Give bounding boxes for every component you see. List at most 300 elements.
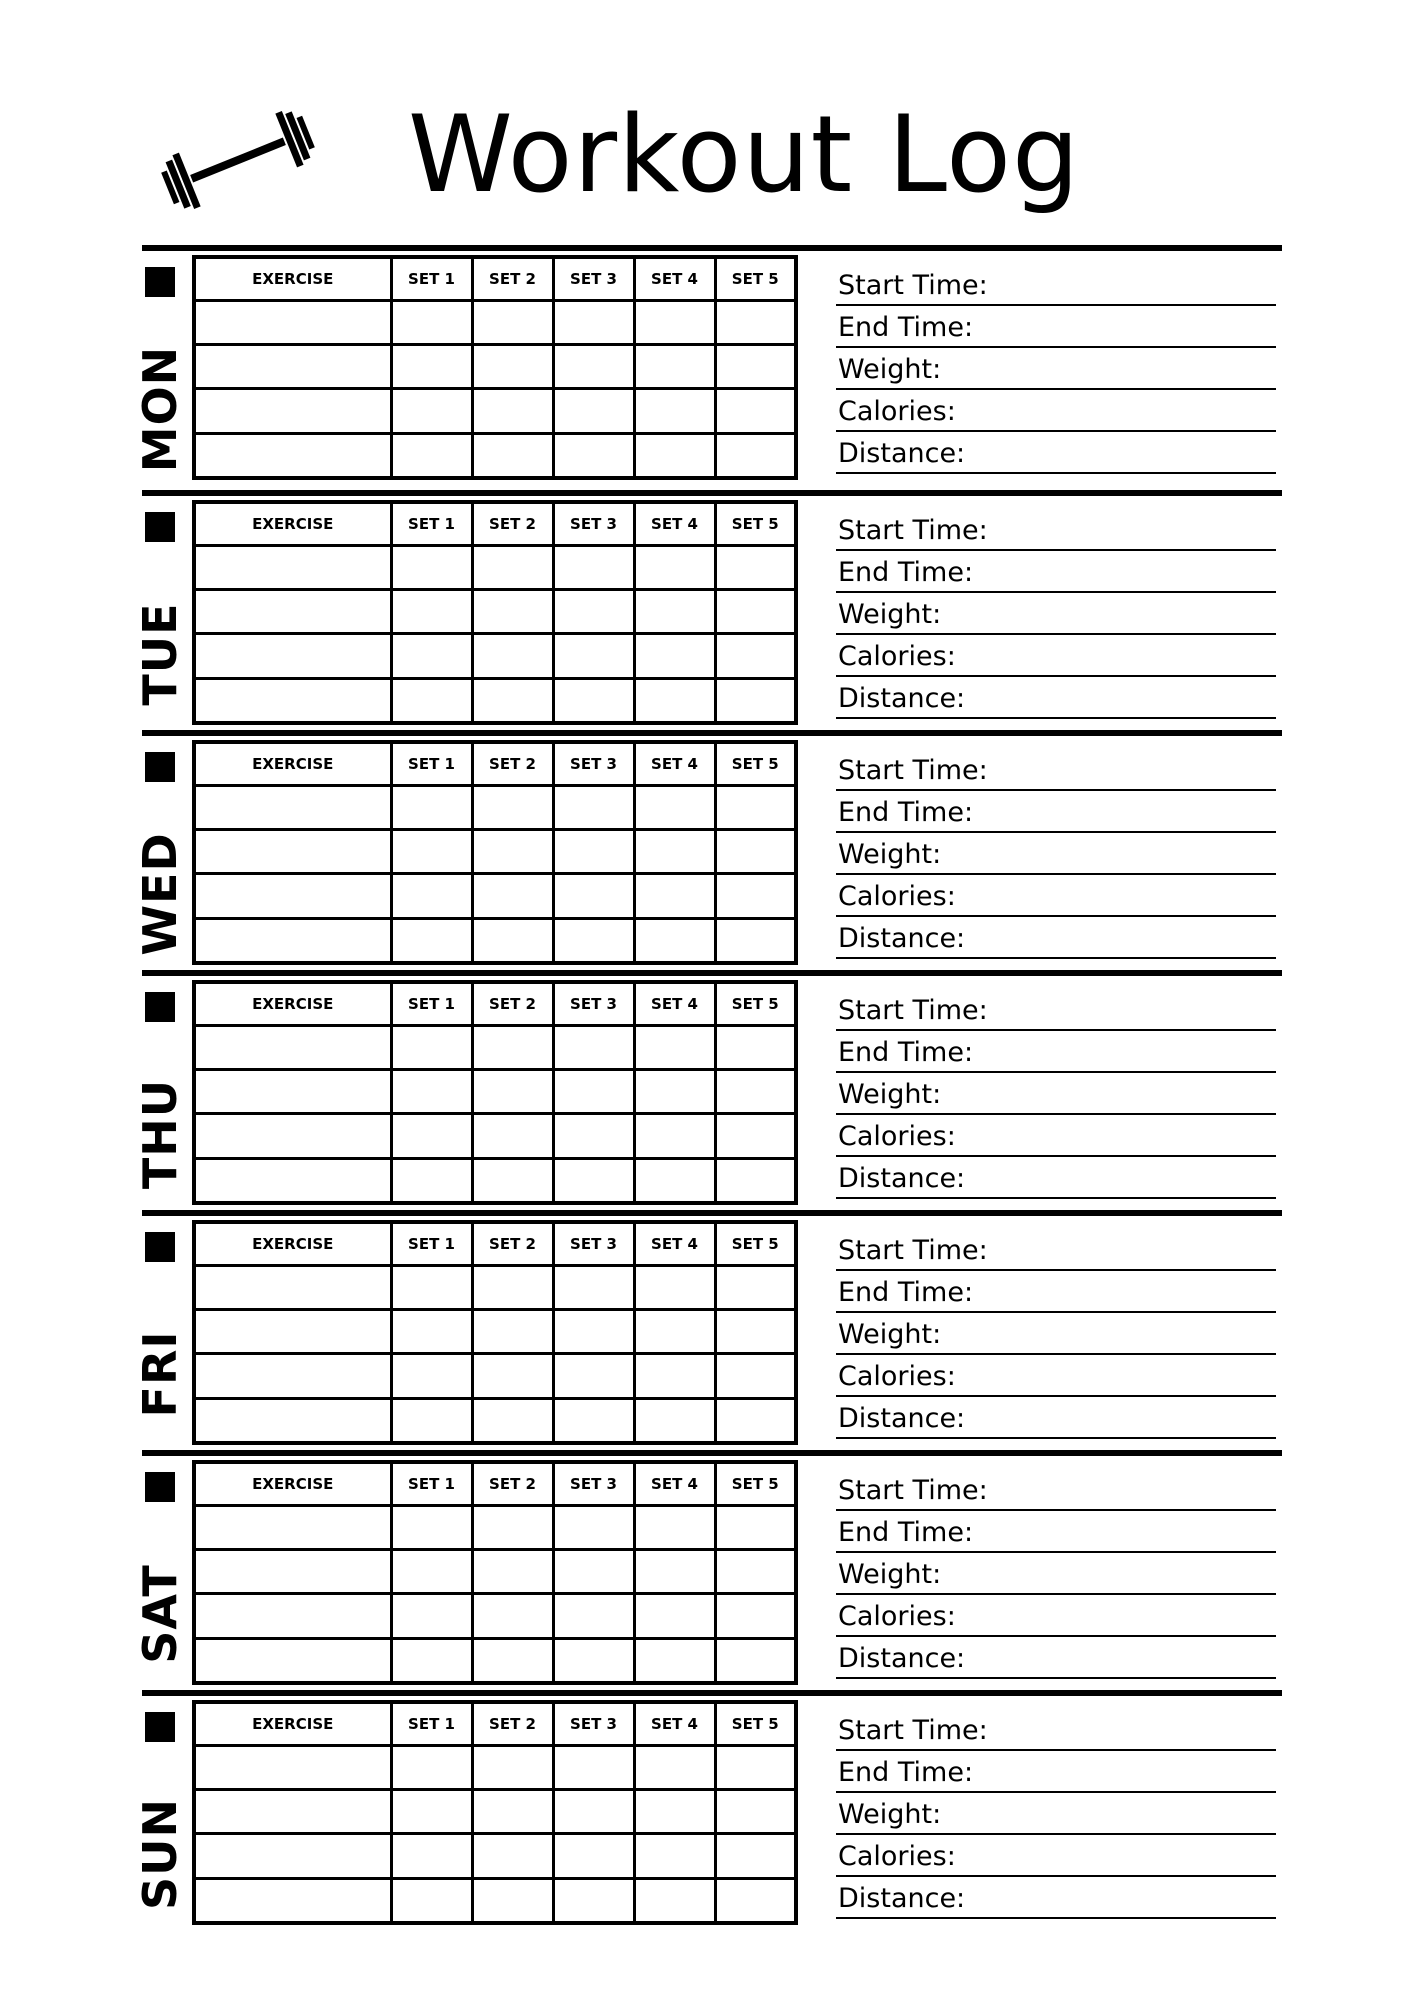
exercise-cell[interactable]: [194, 1310, 391, 1354]
column-header-set-4: SET 4: [634, 982, 715, 1026]
set-cell[interactable]: [634, 1594, 715, 1638]
set-cell[interactable]: [472, 433, 553, 478]
column-header-set-5: SET 5: [715, 502, 796, 546]
set-cell[interactable]: [553, 1790, 634, 1834]
column-header-exercise: EXERCISE: [194, 1222, 391, 1266]
session-metrics: [836, 1710, 1276, 1919]
set-cell[interactable]: [472, 1790, 553, 1834]
set-cell[interactable]: [391, 590, 472, 634]
table-row: [194, 1114, 796, 1158]
metric-label: End Time:: [838, 556, 974, 588]
dumbbell-icon: [148, 105, 328, 215]
set-cell[interactable]: [715, 1026, 796, 1070]
set-cell[interactable]: [634, 1746, 715, 1790]
set-cell[interactable]: [715, 786, 796, 830]
column-header-exercise: EXERCISE: [194, 257, 391, 301]
metric-label: Calories:: [838, 880, 956, 912]
metric-label: Start Time:: [838, 514, 988, 546]
exercise-cell[interactable]: [194, 433, 391, 478]
metric-label: End Time:: [838, 1276, 974, 1308]
metric-field[interactable]: [836, 1596, 1276, 1637]
set-cell[interactable]: [634, 1550, 715, 1594]
metric-label: Distance:: [838, 1882, 966, 1914]
column-header-set-5: SET 5: [715, 982, 796, 1026]
set-cell[interactable]: [472, 345, 553, 389]
set-cell[interactable]: [634, 1114, 715, 1158]
set-cell[interactable]: [715, 1638, 796, 1683]
set-cell[interactable]: [715, 1550, 796, 1594]
column-header-exercise: EXERCISE: [194, 742, 391, 786]
metric-field[interactable]: [836, 1554, 1276, 1595]
set-cell[interactable]: [715, 830, 796, 874]
metric-field[interactable]: [836, 792, 1276, 833]
column-header-set-2: SET 2: [472, 742, 553, 786]
exercise-cell[interactable]: [194, 546, 391, 590]
metric-field[interactable]: [836, 1314, 1276, 1355]
section-divider: [142, 1450, 1282, 1456]
table-row: [194, 1594, 796, 1638]
set-cell[interactable]: [553, 786, 634, 830]
set-cell[interactable]: [634, 678, 715, 723]
set-cell[interactable]: [715, 433, 796, 478]
exercise-cell[interactable]: [194, 1158, 391, 1203]
session-metrics: [836, 265, 1276, 474]
column-header-exercise: EXERCISE: [194, 982, 391, 1026]
page-title: Workout Log: [408, 93, 1081, 216]
exercise-cell[interactable]: [194, 830, 391, 874]
exercise-table: [192, 1700, 798, 1925]
metric-field[interactable]: [836, 750, 1276, 791]
set-cell[interactable]: [391, 1026, 472, 1070]
day-label-group: [132, 1712, 188, 1937]
section-divider: [142, 245, 1282, 251]
set-cell[interactable]: [715, 1878, 796, 1923]
day-checkbox[interactable]: [145, 752, 175, 782]
set-cell[interactable]: [391, 301, 472, 345]
day-checkbox[interactable]: [145, 267, 175, 297]
set-cell[interactable]: [391, 1070, 472, 1114]
metric-label: Weight:: [838, 353, 942, 385]
set-cell[interactable]: [553, 1638, 634, 1683]
metric-label: Distance:: [838, 922, 966, 954]
exercise-cell[interactable]: [194, 345, 391, 389]
set-cell[interactable]: [715, 874, 796, 918]
table-row: [194, 1878, 796, 1923]
set-cell[interactable]: [472, 590, 553, 634]
set-cell[interactable]: [472, 1310, 553, 1354]
table-row: [194, 1398, 796, 1443]
section-divider: [142, 1210, 1282, 1216]
metric-field[interactable]: [836, 1272, 1276, 1313]
set-cell[interactable]: [391, 678, 472, 723]
exercise-cell[interactable]: [194, 1266, 391, 1310]
table-row: [194, 874, 796, 918]
set-cell[interactable]: [634, 590, 715, 634]
set-cell[interactable]: [391, 634, 472, 678]
exercise-cell[interactable]: [194, 1354, 391, 1398]
session-metrics: [836, 1470, 1276, 1679]
exercise-cell[interactable]: [194, 634, 391, 678]
column-header-set-3: SET 3: [553, 502, 634, 546]
day-label: MON: [133, 345, 187, 473]
set-cell[interactable]: [634, 301, 715, 345]
set-cell[interactable]: [472, 918, 553, 963]
set-cell[interactable]: [472, 1594, 553, 1638]
session-metrics: [836, 1230, 1276, 1439]
table-row: [194, 1790, 796, 1834]
exercise-cell[interactable]: [194, 918, 391, 963]
set-cell[interactable]: [553, 874, 634, 918]
metric-label: Start Time:: [838, 754, 988, 786]
set-cell[interactable]: [634, 345, 715, 389]
metric-label: Start Time:: [838, 994, 988, 1026]
set-cell[interactable]: [391, 1878, 472, 1923]
set-cell[interactable]: [472, 546, 553, 590]
set-cell[interactable]: [472, 1398, 553, 1443]
column-header-set-5: SET 5: [715, 1222, 796, 1266]
set-cell[interactable]: [715, 1070, 796, 1114]
set-cell[interactable]: [391, 1398, 472, 1443]
exercise-cell[interactable]: [194, 1506, 391, 1550]
exercise-cell[interactable]: [194, 1790, 391, 1834]
set-cell[interactable]: [391, 1790, 472, 1834]
table-row: [194, 345, 796, 389]
day-checkbox[interactable]: [145, 512, 175, 542]
set-cell[interactable]: [391, 345, 472, 389]
metric-label: Calories:: [838, 1840, 956, 1872]
metric-field[interactable]: [836, 918, 1276, 959]
table-row: [194, 1506, 796, 1550]
metric-field[interactable]: [836, 510, 1276, 551]
set-cell[interactable]: [553, 1834, 634, 1878]
table-row: [194, 1550, 796, 1594]
set-cell[interactable]: [634, 634, 715, 678]
metric-label: Calories:: [838, 1360, 956, 1392]
set-cell[interactable]: [715, 918, 796, 963]
metric-field[interactable]: [836, 834, 1276, 875]
set-cell[interactable]: [634, 918, 715, 963]
metric-field[interactable]: [836, 1752, 1276, 1793]
set-cell[interactable]: [715, 678, 796, 723]
set-cell[interactable]: [634, 546, 715, 590]
set-cell[interactable]: [634, 1638, 715, 1683]
set-cell[interactable]: [634, 1878, 715, 1923]
column-header-set-1: SET 1: [391, 1702, 472, 1746]
metric-field[interactable]: [836, 307, 1276, 348]
set-cell[interactable]: [391, 1834, 472, 1878]
metric-field[interactable]: [836, 1638, 1276, 1679]
metric-field[interactable]: [836, 1710, 1276, 1751]
set-cell[interactable]: [715, 1158, 796, 1203]
exercise-cell[interactable]: [194, 389, 391, 433]
metric-field[interactable]: [836, 1116, 1276, 1157]
metric-field[interactable]: [836, 1158, 1276, 1199]
table-header-row: [194, 742, 796, 786]
set-cell[interactable]: [391, 874, 472, 918]
set-cell[interactable]: [391, 830, 472, 874]
exercise-cell[interactable]: [194, 1026, 391, 1070]
metric-field[interactable]: [836, 1356, 1276, 1397]
set-cell[interactable]: [715, 389, 796, 433]
set-cell[interactable]: [472, 389, 553, 433]
day-label-group: [132, 512, 188, 737]
set-cell[interactable]: [715, 1594, 796, 1638]
set-cell[interactable]: [715, 1746, 796, 1790]
set-cell[interactable]: [472, 1878, 553, 1923]
column-header-set-5: SET 5: [715, 1702, 796, 1746]
metric-label: End Time:: [838, 1036, 974, 1068]
day-label-group: [132, 752, 188, 977]
section-divider: [142, 490, 1282, 496]
metric-label: Weight:: [838, 838, 942, 870]
day-label-group: [132, 267, 188, 492]
day-label-group: [132, 992, 188, 1217]
set-cell[interactable]: [391, 389, 472, 433]
session-metrics: [836, 510, 1276, 719]
set-cell[interactable]: [391, 1266, 472, 1310]
table-header-row: [194, 982, 796, 1026]
set-cell[interactable]: [553, 1746, 634, 1790]
set-cell[interactable]: [553, 1878, 634, 1923]
set-cell[interactable]: [391, 1638, 472, 1683]
metric-label: Calories:: [838, 1120, 956, 1152]
set-cell[interactable]: [391, 1354, 472, 1398]
metric-field[interactable]: [836, 678, 1276, 719]
set-cell[interactable]: [472, 1114, 553, 1158]
day-section-wed: [0, 730, 1414, 970]
column-header-set-3: SET 3: [553, 982, 634, 1026]
set-cell[interactable]: [553, 1158, 634, 1203]
set-cell[interactable]: [715, 546, 796, 590]
table-row: [194, 1310, 796, 1354]
day-checkbox[interactable]: [145, 1232, 175, 1262]
set-cell[interactable]: [391, 918, 472, 963]
column-header-set-3: SET 3: [553, 1222, 634, 1266]
set-cell[interactable]: [472, 1746, 553, 1790]
exercise-cell[interactable]: [194, 786, 391, 830]
metric-field[interactable]: [836, 876, 1276, 917]
set-cell[interactable]: [715, 590, 796, 634]
metric-field[interactable]: [836, 1878, 1276, 1919]
metric-field[interactable]: [836, 552, 1276, 593]
set-cell[interactable]: [472, 1354, 553, 1398]
set-cell[interactable]: [634, 433, 715, 478]
metric-label: Calories:: [838, 1600, 956, 1632]
set-cell[interactable]: [634, 1834, 715, 1878]
set-cell[interactable]: [553, 433, 634, 478]
metric-field[interactable]: [836, 990, 1276, 1031]
metric-label: Distance:: [838, 437, 966, 469]
table-header-row: [194, 502, 796, 546]
exercise-cell[interactable]: [194, 1398, 391, 1443]
set-cell[interactable]: [391, 1158, 472, 1203]
table-row: [194, 1070, 796, 1114]
set-cell[interactable]: [715, 1310, 796, 1354]
metric-field[interactable]: [836, 1512, 1276, 1553]
metric-field[interactable]: [836, 1230, 1276, 1271]
set-cell[interactable]: [553, 1550, 634, 1594]
column-header-set-3: SET 3: [553, 257, 634, 301]
set-cell[interactable]: [715, 301, 796, 345]
set-cell[interactable]: [553, 389, 634, 433]
exercise-cell[interactable]: [194, 1746, 391, 1790]
set-cell[interactable]: [634, 1310, 715, 1354]
day-label: FRI: [133, 1330, 187, 1418]
set-cell[interactable]: [715, 634, 796, 678]
set-cell[interactable]: [553, 1594, 634, 1638]
set-cell[interactable]: [553, 301, 634, 345]
metric-label: End Time:: [838, 311, 974, 343]
metric-label: End Time:: [838, 1756, 974, 1788]
set-cell[interactable]: [472, 786, 553, 830]
exercise-cell[interactable]: [194, 678, 391, 723]
metric-label: Start Time:: [838, 269, 988, 301]
set-cell[interactable]: [634, 1070, 715, 1114]
exercise-cell[interactable]: [194, 1834, 391, 1878]
metric-field[interactable]: [836, 265, 1276, 306]
set-cell[interactable]: [553, 345, 634, 389]
table-row: [194, 546, 796, 590]
column-header-set-5: SET 5: [715, 742, 796, 786]
set-cell[interactable]: [472, 301, 553, 345]
exercise-cell[interactable]: [194, 590, 391, 634]
set-cell[interactable]: [391, 786, 472, 830]
column-header-set-4: SET 4: [634, 1702, 715, 1746]
set-cell[interactable]: [634, 1506, 715, 1550]
set-cell[interactable]: [391, 433, 472, 478]
exercise-cell[interactable]: [194, 1638, 391, 1683]
set-cell[interactable]: [472, 1550, 553, 1594]
metric-field[interactable]: [836, 1794, 1276, 1835]
metric-field[interactable]: [836, 1032, 1276, 1073]
set-cell[interactable]: [472, 1158, 553, 1203]
set-cell[interactable]: [634, 1398, 715, 1443]
column-header-set-2: SET 2: [472, 1462, 553, 1506]
exercise-cell[interactable]: [194, 301, 391, 345]
set-cell[interactable]: [634, 389, 715, 433]
exercise-cell[interactable]: [194, 1550, 391, 1594]
set-cell[interactable]: [391, 1550, 472, 1594]
set-cell[interactable]: [553, 1026, 634, 1070]
set-cell[interactable]: [634, 874, 715, 918]
set-cell[interactable]: [472, 634, 553, 678]
column-header-set-2: SET 2: [472, 982, 553, 1026]
set-cell[interactable]: [553, 830, 634, 874]
set-cell[interactable]: [472, 678, 553, 723]
day-section-sun: [0, 1690, 1414, 1930]
metric-label: Weight:: [838, 1078, 942, 1110]
metric-field[interactable]: [836, 1074, 1276, 1115]
set-cell[interactable]: [391, 1594, 472, 1638]
set-cell[interactable]: [553, 590, 634, 634]
set-cell[interactable]: [634, 1354, 715, 1398]
metric-field[interactable]: [836, 1398, 1276, 1439]
day-checkbox[interactable]: [145, 1712, 175, 1742]
set-cell[interactable]: [553, 1354, 634, 1398]
exercise-cell[interactable]: [194, 874, 391, 918]
set-cell[interactable]: [391, 1310, 472, 1354]
metric-field[interactable]: [836, 594, 1276, 635]
set-cell[interactable]: [391, 1506, 472, 1550]
set-cell[interactable]: [715, 1398, 796, 1443]
table-row: [194, 1834, 796, 1878]
set-cell[interactable]: [715, 345, 796, 389]
set-cell[interactable]: [472, 874, 553, 918]
metric-field[interactable]: [836, 1836, 1276, 1877]
set-cell[interactable]: [472, 830, 553, 874]
set-cell[interactable]: [553, 678, 634, 723]
set-cell[interactable]: [472, 1266, 553, 1310]
metric-field[interactable]: [836, 433, 1276, 474]
set-cell[interactable]: [472, 1026, 553, 1070]
day-checkbox[interactable]: [145, 992, 175, 1022]
set-cell[interactable]: [553, 1310, 634, 1354]
metric-label: End Time:: [838, 1516, 974, 1548]
table-header-row: [194, 257, 796, 301]
set-cell[interactable]: [391, 1114, 472, 1158]
set-cell[interactable]: [634, 786, 715, 830]
set-cell[interactable]: [634, 1026, 715, 1070]
set-cell[interactable]: [472, 1506, 553, 1550]
header: [0, 95, 1414, 215]
exercise-table: [192, 1460, 798, 1685]
set-cell[interactable]: [472, 1070, 553, 1114]
metric-field[interactable]: [836, 391, 1276, 432]
exercise-cell[interactable]: [194, 1114, 391, 1158]
set-cell[interactable]: [715, 1834, 796, 1878]
set-cell[interactable]: [634, 1158, 715, 1203]
set-cell[interactable]: [715, 1506, 796, 1550]
column-header-set-4: SET 4: [634, 1462, 715, 1506]
metric-field[interactable]: [836, 1470, 1276, 1511]
metric-field[interactable]: [836, 636, 1276, 677]
exercise-cell[interactable]: [194, 1070, 391, 1114]
set-cell[interactable]: [634, 1790, 715, 1834]
set-cell[interactable]: [553, 1070, 634, 1114]
table-row: [194, 590, 796, 634]
column-header-set-2: SET 2: [472, 1702, 553, 1746]
set-cell[interactable]: [715, 1114, 796, 1158]
set-cell[interactable]: [553, 546, 634, 590]
table-row: [194, 1354, 796, 1398]
set-cell[interactable]: [553, 1398, 634, 1443]
set-cell[interactable]: [472, 1638, 553, 1683]
set-cell[interactable]: [634, 830, 715, 874]
column-header-set-2: SET 2: [472, 1222, 553, 1266]
set-cell[interactable]: [391, 1746, 472, 1790]
set-cell[interactable]: [553, 1266, 634, 1310]
metric-label: Weight:: [838, 1318, 942, 1350]
set-cell[interactable]: [553, 634, 634, 678]
set-cell[interactable]: [553, 918, 634, 963]
column-header-set-1: SET 1: [391, 742, 472, 786]
exercise-cell[interactable]: [194, 1594, 391, 1638]
column-header-set-4: SET 4: [634, 1222, 715, 1266]
day-checkbox[interactable]: [145, 1472, 175, 1502]
column-header-set-2: SET 2: [472, 502, 553, 546]
set-cell[interactable]: [715, 1354, 796, 1398]
set-cell[interactable]: [715, 1790, 796, 1834]
set-cell[interactable]: [634, 1266, 715, 1310]
exercise-cell[interactable]: [194, 1878, 391, 1923]
set-cell[interactable]: [553, 1114, 634, 1158]
set-cell[interactable]: [472, 1834, 553, 1878]
metric-label: Distance:: [838, 1162, 966, 1194]
metric-field[interactable]: [836, 349, 1276, 390]
set-cell[interactable]: [391, 546, 472, 590]
set-cell[interactable]: [715, 1266, 796, 1310]
set-cell[interactable]: [553, 1506, 634, 1550]
